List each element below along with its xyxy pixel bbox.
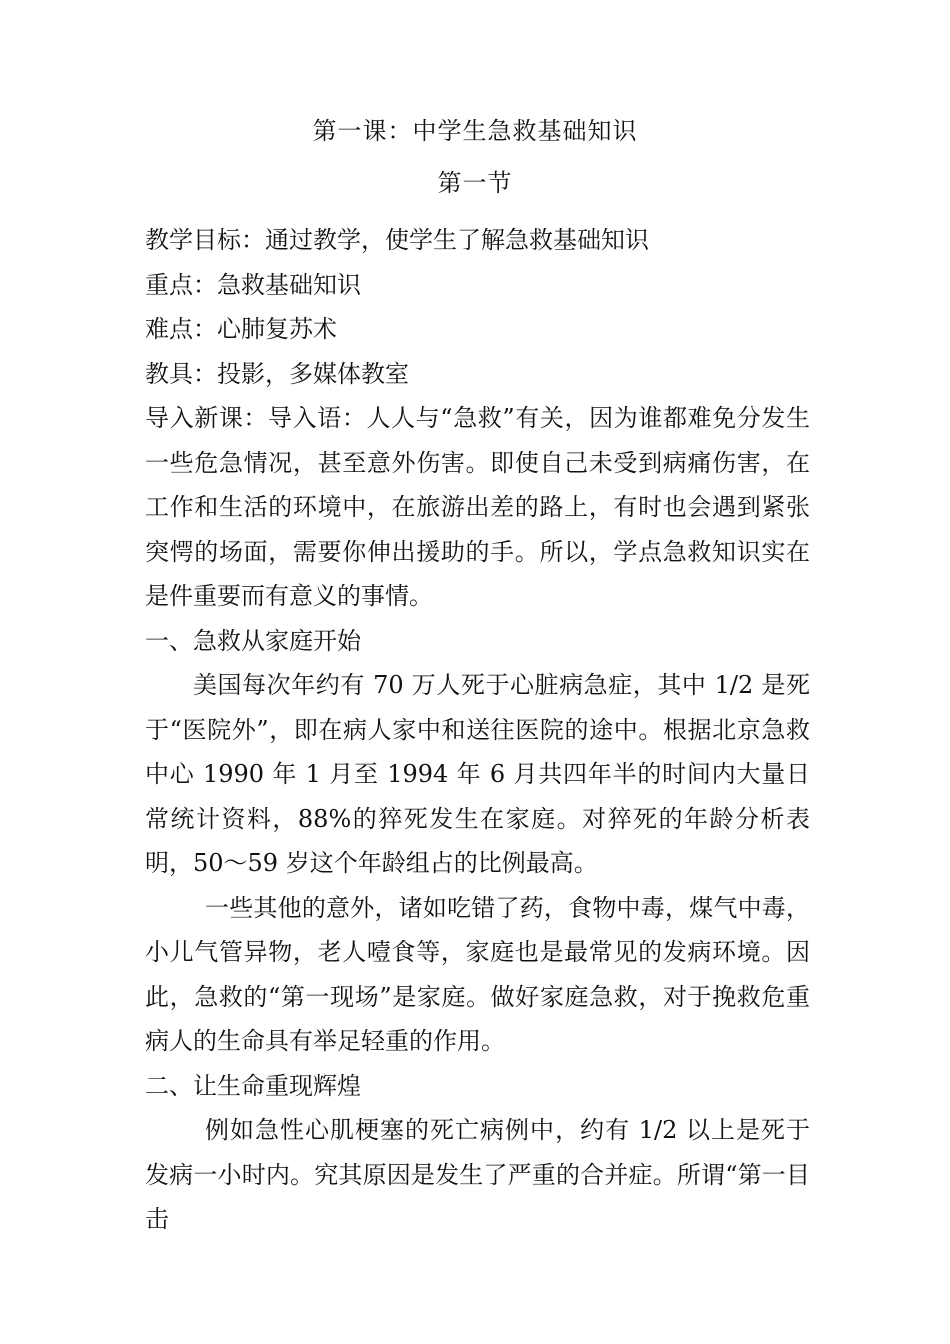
- section-heading-1: 一、急救从家庭开始: [145, 626, 361, 655]
- section-heading-2: 二、让生命重现辉煌: [145, 1071, 361, 1100]
- key-point: 重点：急救基础知识: [145, 270, 361, 299]
- document-title: 第一课：中学生急救基础知识: [312, 117, 638, 145]
- teaching-aids: 教具：投影，多媒体教室: [145, 359, 409, 388]
- difficulty-point: 难点：心肺复苏术: [145, 315, 337, 343]
- document-body: [145, 218, 810, 1242]
- section2-paragraph-1: 例如急性心肌梗塞的死亡病例中，约有 1/2 以上是死于发病一小时内。究其原因是发生了严重的合并症。所谓“第一目击: [145, 1116, 810, 1233]
- teaching-objective: 教学目标：通过教学，使学生了解急救基础知识: [145, 226, 649, 254]
- section-subtitle: 第一节: [437, 169, 513, 197]
- section1-paragraph-1: 美国每次年约有 70 万人死于心脏病急症，其中 1/2 是死于“医院外”，即在病人家中和送往医院的途中。根据北京急救中心 1990 年 1 月至 1994 年 6 月共四年半的时间内大量日常统计资料，88%的猝死发生在家庭。对猝死的年龄分析表明，50～59 岁这个年龄组占的比例最高。: [145, 671, 810, 877]
- intro-paragraph: 导入新课：导入语：人人与“急救”有关，因为谁都难免分发生一些危急情况，甚至意外伤害。即使自己未受到病痛伤害，在工作和生活的环境中，在旅游出差的路上，有时也会遇到紧张突愕的场面，需要你伸出援助的手。所以，学点急救知识实在是件重要而有意义的事情。: [145, 404, 810, 610]
- section1-paragraph-2: 一些其他的意外，诸如吃错了药，食物中毒，煤气中毒，小儿气管异物，老人噎食等，家庭也是最常见的发病环境。因此，急救的“第一现场”是家庭。做好家庭急救，对于挽救危重病人的生命具有举足轻重的作用。: [145, 893, 810, 1055]
